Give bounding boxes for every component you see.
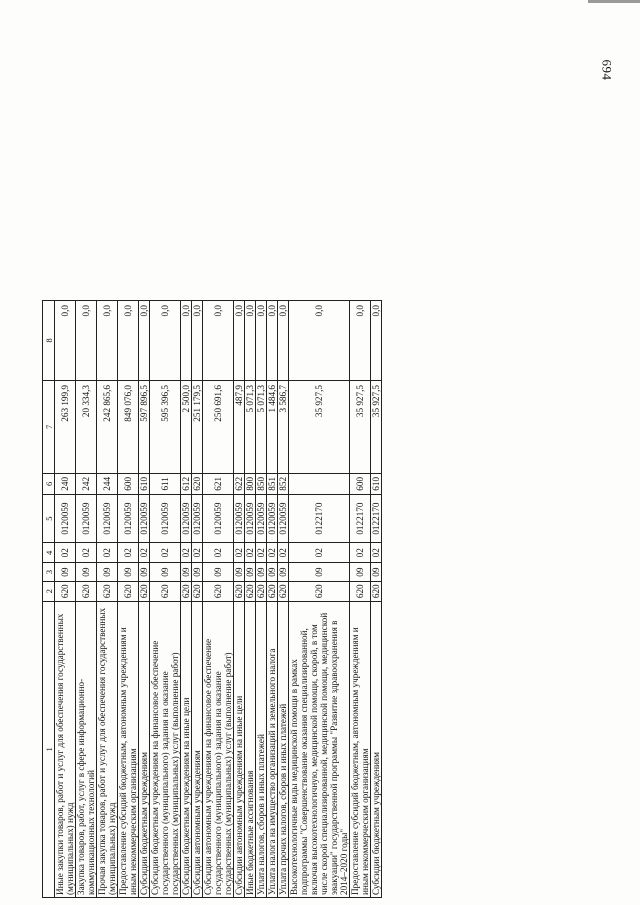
expense-type-code: [289, 473, 350, 494]
budget-table-rotated: [42, 300, 382, 898]
section-code: 09: [245, 563, 256, 582]
amount-2-cell: 0,0: [278, 301, 289, 381]
subsection-code: 02: [278, 543, 289, 563]
section-code: 09: [278, 563, 289, 582]
subsection-code: 02: [267, 543, 278, 563]
target-item-code: 0120059: [203, 494, 234, 542]
expense-type-code: 242: [76, 473, 97, 494]
amount-2-cell: 0,0: [150, 301, 181, 381]
row-name: Субсидии бюджетным учреждениям на иные цели: [181, 601, 192, 897]
amount-cell: 487,9: [234, 380, 245, 473]
row-name: Субсидии автономным учреждениям на финансовое обеспечение государственного (муниципального) задания на оказание государственных (муниципальных) услуг (выполнение работ): [203, 601, 234, 897]
subsection-code: 02: [118, 543, 139, 563]
row-name: Уплата налогов, сборов и иных платежей: [256, 601, 267, 897]
table-row: [289, 301, 350, 898]
subsection-code: 02: [139, 543, 150, 563]
table-row: [234, 301, 245, 898]
section-code: 09: [118, 563, 139, 582]
admin-code: 620: [278, 581, 289, 601]
section-code: 09: [55, 563, 76, 582]
amount-cell: 35 927,5: [350, 380, 371, 473]
admin-code: 620: [55, 581, 76, 601]
target-item-code: 0120059: [97, 494, 118, 542]
amount-2-cell: 0,0: [203, 301, 234, 381]
amount-2-cell: 0,0: [371, 301, 382, 381]
row-name: Закупка товаров, работ, услуг в сфере информационно-коммуникационных технологий: [76, 601, 97, 897]
target-item-code: 0120059: [181, 494, 192, 542]
table-row: [256, 301, 267, 898]
budget-table: [42, 300, 382, 898]
target-item-code: 0122170: [350, 494, 371, 542]
expense-type-code: 610: [139, 473, 150, 494]
section-code: 09: [192, 563, 203, 582]
admin-code: 620: [150, 581, 181, 601]
subsection-code: 02: [150, 543, 181, 563]
table-row: [371, 301, 382, 898]
expense-type-code: 622: [234, 473, 245, 494]
amount-cell: 35 927,5: [371, 380, 382, 473]
row-name: Уплата налога на имущество организаций и земельного налога: [267, 601, 278, 897]
row-name: Прочая закупка товаров, работ и услуг для обеспечения государственных (муниципальных) нужд: [97, 601, 118, 897]
table-header-row: [43, 301, 55, 898]
admin-code: 620: [371, 581, 382, 601]
section-code: 09: [181, 563, 192, 582]
target-item-code: 0120059: [234, 494, 245, 542]
admin-code: 620: [192, 581, 203, 601]
subsection-code: 02: [203, 543, 234, 563]
target-item-code: 0122170: [371, 494, 382, 542]
target-item-code: 0120059: [76, 494, 97, 542]
amount-2-cell: 0,0: [245, 301, 256, 381]
row-name: Высокотехнологичные виды медицинской помощи в рамках подпрограммы "Совершенствование оказания специализированной, включая высокотехнологичную, медицинской помощи, скорой, в том числе скорой специализированной, медицинской помощи, медицинской эвакуации" государственной программы "Развитие здравоохранения в 2014–2020 годы": [289, 601, 350, 897]
row-name: Предоставление субсидий бюджетным, автономным учреждениям и иным некоммерческим организациям: [118, 601, 139, 897]
page-edge-mark: [588, 0, 640, 3]
expense-type-code: 244: [97, 473, 118, 494]
admin-code: 620: [97, 581, 118, 601]
expense-type-code: 612: [181, 473, 192, 494]
expense-type-code: 600: [118, 473, 139, 494]
header-cell: 2: [43, 581, 55, 601]
table-row: [55, 301, 76, 898]
amount-2-cell: 0,0: [234, 301, 245, 381]
expense-type-code: 851: [267, 473, 278, 494]
expense-type-code: 800: [245, 473, 256, 494]
expense-type-code: 620: [192, 473, 203, 494]
table-row: [245, 301, 256, 898]
amount-cell: 595 396,5: [150, 380, 181, 473]
expense-type-code: 621: [203, 473, 234, 494]
header-cell: 3: [43, 563, 55, 582]
admin-code: 620: [203, 581, 234, 601]
table-row: [118, 301, 139, 898]
target-item-code: 0120059: [118, 494, 139, 542]
admin-code: 620: [350, 581, 371, 601]
header-cell: 4: [43, 543, 55, 563]
subsection-code: 02: [371, 543, 382, 563]
amount-cell: 597 896,5: [139, 380, 150, 473]
target-item-code: 0120059: [192, 494, 203, 542]
target-item-code: 0120059: [55, 494, 76, 542]
row-name: Уплата прочих налогов, сборов и иных платежей: [278, 601, 289, 897]
amount-2-cell: 0,0: [76, 301, 97, 381]
expense-type-code: 610: [371, 473, 382, 494]
expense-type-code: 852: [278, 473, 289, 494]
table-row: [76, 301, 97, 898]
admin-code: 620: [76, 581, 97, 601]
amount-2-cell: 0,0: [267, 301, 278, 381]
section-code: 09: [371, 563, 382, 582]
amount-cell: 263 199,9: [55, 380, 76, 473]
section-code: 09: [150, 563, 181, 582]
header-cell: 8: [43, 301, 55, 381]
amount-2-cell: 0,0: [192, 301, 203, 381]
section-code: 09: [256, 563, 267, 582]
subsection-code: 02: [192, 543, 203, 563]
amount-cell: 849 076,0: [118, 380, 139, 473]
amount-2-cell: 0,0: [97, 301, 118, 381]
table-row: [139, 301, 150, 898]
expense-type-code: 611: [150, 473, 181, 494]
header-cell: 6: [43, 473, 55, 494]
subsection-code: 02: [245, 543, 256, 563]
subsection-code: 02: [55, 543, 76, 563]
subsection-code: 02: [256, 543, 267, 563]
admin-code: 620: [118, 581, 139, 601]
section-code: 09: [350, 563, 371, 582]
target-item-code: 0120059: [267, 494, 278, 542]
admin-code: 620: [181, 581, 192, 601]
row-name: Субсидии автономным учреждениям на иные цели: [234, 601, 245, 897]
target-item-code: 0120059: [278, 494, 289, 542]
amount-2-cell: 0,0: [350, 301, 371, 381]
target-item-code: 0120059: [256, 494, 267, 542]
amount-2-cell: 0,0: [289, 301, 350, 381]
row-name: Субсидии бюджетным учреждениям: [139, 601, 150, 897]
expense-type-code: 600: [350, 473, 371, 494]
row-name: Иные закупки товаров, работ и услуг для обеспечения государственных (муниципальных) нужд: [55, 601, 76, 897]
subsection-code: 02: [181, 543, 192, 563]
amount-cell: 2 500,0: [181, 380, 192, 473]
header-cell: 5: [43, 494, 55, 542]
section-code: 09: [76, 563, 97, 582]
subsection-code: 02: [76, 543, 97, 563]
admin-code: 620: [234, 581, 245, 601]
table-row: [267, 301, 278, 898]
table-row: [192, 301, 203, 898]
table-row: [97, 301, 118, 898]
subsection-code: 02: [350, 543, 371, 563]
row-name: Предоставление субсидий бюджетным, автономным учреждениям и иным некоммерческим организациям: [350, 601, 371, 897]
amount-cell: 250 691,6: [203, 380, 234, 473]
row-name: Иные бюджетные ассигнования: [245, 601, 256, 897]
table-row: [203, 301, 234, 898]
section-code: 09: [267, 563, 278, 582]
section-code: 09: [289, 563, 350, 582]
table-row: [181, 301, 192, 898]
subsection-code: 02: [234, 543, 245, 563]
admin-code: 620: [267, 581, 278, 601]
target-item-code: 0122170: [289, 494, 350, 542]
header-cell: 1: [43, 601, 55, 897]
amount-2-cell: 0,0: [55, 301, 76, 381]
section-code: 09: [139, 563, 150, 582]
row-name: Субсидии бюджетным учреждениям на финансовое обеспечение государственного (муниципального) задания на оказание государственных (муниципальных) услуг (выполнение работ): [150, 601, 181, 897]
table-row: [350, 301, 371, 898]
admin-code: 620: [289, 581, 350, 601]
target-item-code: 0120059: [245, 494, 256, 542]
amount-cell: 1 484,6: [267, 380, 278, 473]
amount-2-cell: 0,0: [139, 301, 150, 381]
target-item-code: 0120059: [150, 494, 181, 542]
expense-type-code: 240: [55, 473, 76, 494]
amount-2-cell: 0,0: [118, 301, 139, 381]
row-name: Субсидии автономным учреждениям: [192, 601, 203, 897]
page-number: 694: [599, 59, 615, 81]
amount-cell: 5 071,3: [256, 380, 267, 473]
target-item-code: 0120059: [139, 494, 150, 542]
subsection-code: 02: [289, 543, 350, 563]
amount-cell: 5 071,3: [245, 380, 256, 473]
section-code: 09: [234, 563, 245, 582]
subsection-code: 02: [97, 543, 118, 563]
admin-code: 620: [245, 581, 256, 601]
section-code: 09: [97, 563, 118, 582]
amount-2-cell: 0,0: [181, 301, 192, 381]
amount-cell: 242 865,6: [97, 380, 118, 473]
amount-cell: 20 334,3: [76, 380, 97, 473]
section-code: 09: [203, 563, 234, 582]
table-row: [150, 301, 181, 898]
admin-code: 620: [139, 581, 150, 601]
amount-cell: 251 179,5: [192, 380, 203, 473]
admin-code: 620: [256, 581, 267, 601]
expense-type-code: 850: [256, 473, 267, 494]
amount-2-cell: 0,0: [256, 301, 267, 381]
amount-cell: 3 586,7: [278, 380, 289, 473]
header-cell: 7: [43, 380, 55, 473]
row-name: Субсидии бюджетным учреждениям: [371, 601, 382, 897]
table-row: [278, 301, 289, 898]
amount-cell: 35 927,5: [289, 380, 350, 473]
